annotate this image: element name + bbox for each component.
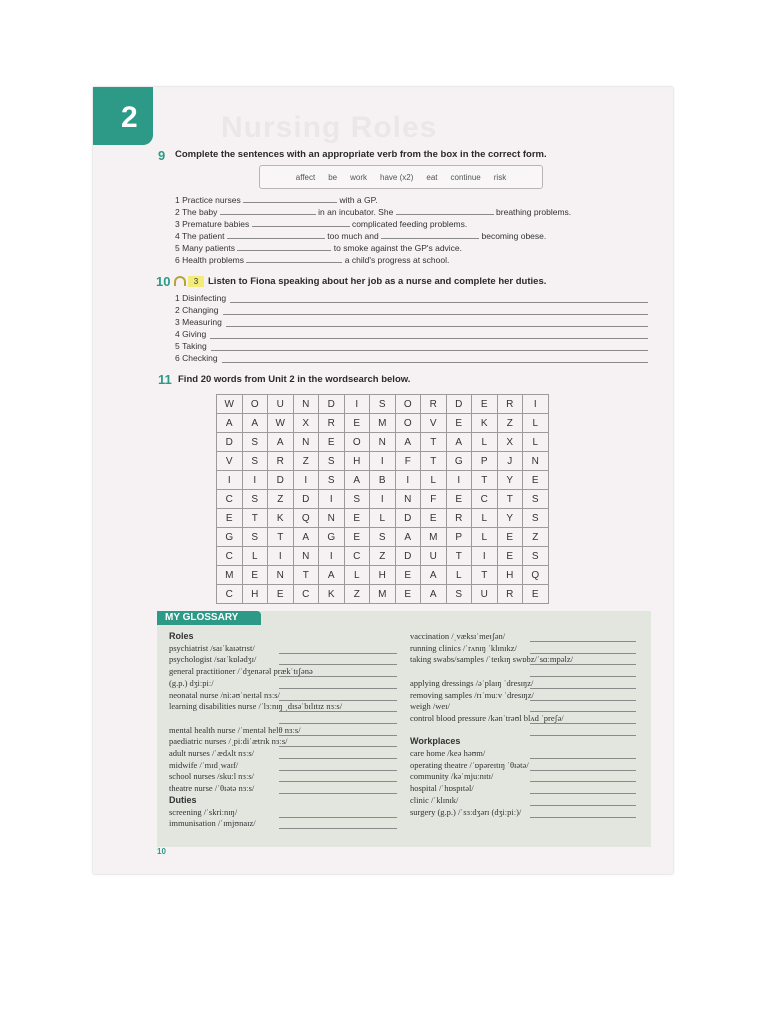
wordsearch-cell[interactable]: E	[268, 585, 294, 604]
wordsearch-cell[interactable]: R	[497, 395, 523, 414]
wordsearch-cell[interactable]: E	[217, 509, 243, 528]
wordsearch-cell[interactable]: T	[497, 490, 523, 509]
page-number: 10	[157, 847, 166, 856]
wordsearch-cell[interactable]: E	[344, 528, 370, 547]
wordsearch-cell[interactable]: S	[523, 490, 549, 509]
answer-blank[interactable]	[210, 330, 648, 339]
glossary-write-line[interactable]	[530, 688, 636, 689]
answer-blank[interactable]	[227, 231, 325, 239]
sentence-row: 6 Health problems a child's progress at school.	[175, 255, 450, 265]
glossary-entry: care home /keə həʊm/	[410, 748, 486, 758]
wordsearch-row	[217, 490, 549, 509]
wordsearch-cell[interactable]: I	[446, 471, 472, 490]
wordsearch-cell[interactable]: N	[268, 566, 294, 585]
wordsearch-row	[217, 452, 549, 471]
wordsearch-cell[interactable]: A	[217, 414, 243, 433]
wordsearch-cell[interactable]: L	[421, 471, 447, 490]
glossary-entry: theatre nurse /ˈθɪətə nɜːs/	[169, 783, 255, 794]
wordsearch-cell[interactable]: I	[268, 547, 294, 566]
exercise-9-number: 9	[158, 148, 166, 163]
word-box-item: be	[328, 172, 338, 182]
wordsearch-cell[interactable]: E	[344, 414, 370, 433]
exercise-9-instruction: Complete the sentences with an appropriate verb from the box in the correct form.	[175, 149, 547, 160]
wordsearch-row	[217, 471, 549, 490]
wordsearch-cell[interactable]: T	[268, 528, 294, 547]
wordsearch-cell[interactable]: S	[370, 395, 396, 414]
duty-row: 1 Disinfecting	[175, 293, 648, 303]
wordsearch-cell[interactable]: Z	[268, 490, 294, 509]
duty-row: 4 Giving	[175, 329, 648, 339]
sentence-row: 5 Many patients to smoke against the GP's advice.	[175, 243, 463, 253]
sentence-row: 4 The patient too much and becoming obese.	[175, 231, 547, 241]
wordsearch-cell[interactable]: R	[446, 509, 472, 528]
wordsearch-cell[interactable]: V	[421, 414, 447, 433]
wordsearch-cell[interactable]: E	[344, 509, 370, 528]
audio-track-number: 3	[188, 276, 204, 287]
wordsearch-cell[interactable]: O	[344, 433, 370, 452]
wordsearch-cell[interactable]: V	[217, 452, 243, 471]
wordsearch-cell[interactable]: K	[268, 509, 294, 528]
glossary-write-line[interactable]	[279, 817, 397, 818]
duty-row: 2 Changing	[175, 305, 648, 315]
answer-blank[interactable]	[237, 243, 331, 251]
wordsearch-row	[217, 566, 549, 585]
wordsearch-cell[interactable]: E	[446, 490, 472, 509]
wordsearch-cell[interactable]: K	[472, 414, 498, 433]
word-box-item: risk	[493, 172, 507, 182]
glossary-entry: psychologist /saɪˈkɒlədʒɪ/	[169, 654, 257, 665]
wordsearch-cell[interactable]: C	[344, 547, 370, 566]
glossary-entry: operating theatre /ˈɒpəreɪtɪŋ ˈθɪətə/	[410, 759, 529, 770]
wordsearch-cell[interactable]: N	[319, 509, 345, 528]
wordsearch-cell[interactable]: N	[293, 433, 319, 452]
wordsearch-grid[interactable]	[216, 394, 549, 604]
wordsearch-cell[interactable]: H	[370, 566, 396, 585]
wordsearch-cell[interactable]: Z	[523, 528, 549, 547]
wordsearch-row	[217, 547, 549, 566]
wordsearch-cell[interactable]: D	[319, 395, 345, 414]
wordsearch-cell[interactable]: Z	[370, 547, 396, 566]
glossary-write-line[interactable]	[279, 746, 397, 747]
glossary-write-line[interactable]	[530, 793, 636, 794]
glossary-entry: vaccination /ˌvæksɪˈmeɪʃən/	[410, 631, 506, 641]
glossary-entry: adult nurses /ˈædʌlt nɜːs/	[169, 748, 255, 758]
wordsearch-cell[interactable]: C	[293, 585, 319, 604]
wordsearch-cell[interactable]: I	[472, 547, 498, 566]
wordsearch-cell[interactable]: A	[395, 433, 421, 452]
wordsearch-cell[interactable]: S	[319, 471, 345, 490]
glossary-panel	[157, 611, 651, 847]
glossary-entry: screening /ˈskriːnɪŋ/	[169, 806, 238, 817]
glossary-write-line[interactable]	[279, 828, 397, 829]
glossary-section-heading: Duties	[169, 794, 197, 805]
workbook-page	[93, 87, 673, 874]
wordsearch-cell[interactable]: S	[319, 452, 345, 471]
answer-blank[interactable]	[381, 231, 479, 239]
glossary-write-line[interactable]	[279, 676, 397, 677]
wordsearch-cell[interactable]: S	[242, 528, 268, 547]
glossary-entry: taking swabs/samples /ˈteɪkɪŋ swɒbz/ˈsɑːmpəlz/	[410, 654, 573, 665]
wordsearch-cell[interactable]: R	[421, 395, 447, 414]
word-box-item: continue	[450, 172, 481, 182]
sentence-row: 2 The baby in an incubator. She breathing problems.	[175, 207, 572, 217]
wordsearch-cell[interactable]: W	[268, 414, 294, 433]
wordsearch-cell[interactable]: Q	[523, 566, 549, 585]
wordsearch-cell[interactable]: A	[344, 471, 370, 490]
wordsearch-cell[interactable]: X	[497, 433, 523, 452]
wordsearch-cell[interactable]: M	[370, 414, 396, 433]
wordsearch-cell[interactable]: P	[446, 528, 472, 547]
glossary-write-line[interactable]	[530, 664, 636, 665]
unit-title: Nursing Roles	[221, 111, 438, 144]
wordsearch-cell[interactable]: I	[319, 490, 345, 509]
glossary-write-line[interactable]	[279, 688, 397, 689]
answer-blank[interactable]	[252, 219, 350, 227]
duty-row: 5 Taking	[175, 341, 648, 351]
wordsearch-cell[interactable]: Z	[344, 585, 370, 604]
wordsearch-cell[interactable]: S	[242, 433, 268, 452]
wordsearch-cell[interactable]: D	[395, 509, 421, 528]
wordsearch-cell[interactable]: R	[497, 585, 523, 604]
answer-blank[interactable]	[243, 195, 337, 203]
glossary-write-line[interactable]	[530, 770, 636, 771]
glossary-write-line[interactable]	[530, 676, 636, 677]
wordsearch-cell[interactable]: L	[472, 433, 498, 452]
glossary-write-line[interactable]	[279, 758, 397, 759]
wordsearch-cell[interactable]: T	[421, 452, 447, 471]
duty-row: 3 Measuring	[175, 317, 648, 327]
wordsearch-cell[interactable]: Y	[497, 471, 523, 490]
answer-blank[interactable]	[211, 342, 648, 351]
answer-blank[interactable]	[220, 207, 316, 215]
wordsearch-cell[interactable]: E	[446, 414, 472, 433]
glossary-entry: mental health nurse /ˈmentəl helθ nɜːs/	[169, 724, 301, 735]
wordsearch-row	[217, 585, 549, 604]
wordsearch-cell[interactable]: G	[446, 452, 472, 471]
sentence-row: 3 Premature babies complicated feeding problems.	[175, 219, 468, 229]
wordsearch-cell[interactable]: R	[319, 414, 345, 433]
wordsearch-cell[interactable]: O	[395, 414, 421, 433]
wordsearch-cell[interactable]: I	[395, 471, 421, 490]
wordsearch-cell[interactable]: S	[523, 547, 549, 566]
wordsearch-cell[interactable]: A	[446, 433, 472, 452]
glossary-entry: community /kəˈmjuːnɪtɪ/	[410, 771, 494, 782]
wordsearch-cell[interactable]: A	[319, 566, 345, 585]
glossary-entry: paediatric nurses /ˌpiːdiˈætrɪk nɜːs/	[169, 736, 288, 747]
wordsearch-cell[interactable]: M	[421, 528, 447, 547]
wordsearch-cell[interactable]: D	[293, 490, 319, 509]
glossary-entry: applying dressings /əˈplaɪŋ ˈdresɪŋz/	[410, 677, 534, 688]
wordsearch-cell[interactable]: L	[344, 566, 370, 585]
wordsearch-cell[interactable]: B	[370, 471, 396, 490]
wordsearch-cell[interactable]: H	[497, 566, 523, 585]
wordsearch-cell[interactable]: E	[395, 566, 421, 585]
wordsearch-cell[interactable]: Y	[497, 509, 523, 528]
wordsearch-cell[interactable]: E	[242, 566, 268, 585]
wordsearch-cell[interactable]: Z	[497, 414, 523, 433]
unit-number: 2	[121, 101, 138, 134]
glossary-entry: general practitioner /ˈdʒenərəl prækˈtɪʃənə	[169, 666, 313, 677]
glossary-section-heading: Workplaces	[410, 736, 461, 747]
wordsearch-cell[interactable]: C	[217, 490, 243, 509]
wordsearch-cell[interactable]: W	[217, 395, 243, 414]
wordsearch-cell[interactable]: I	[242, 471, 268, 490]
glossary-write-line[interactable]	[279, 653, 397, 654]
wordsearch-row	[217, 433, 549, 452]
wordsearch-cell[interactable]: I	[523, 395, 549, 414]
wordsearch-cell[interactable]: X	[293, 414, 319, 433]
wordsearch-cell[interactable]: D	[217, 433, 243, 452]
wordsearch-cell[interactable]: N	[395, 490, 421, 509]
wordsearch-cell[interactable]: J	[497, 452, 523, 471]
wordsearch-cell[interactable]: C	[472, 490, 498, 509]
wordsearch-cell[interactable]: S	[446, 585, 472, 604]
wordsearch-cell[interactable]: A	[421, 585, 447, 604]
wordsearch-cell[interactable]: C	[217, 547, 243, 566]
wordsearch-row	[217, 528, 549, 547]
glossary-entry: surgery (g.p.) /ˈsɜːdʒərɪ (dʒiːpiː)/	[410, 806, 522, 817]
wordsearch-cell[interactable]: T	[446, 547, 472, 566]
glossary-write-line[interactable]	[530, 641, 636, 642]
wordsearch-cell[interactable]: A	[395, 528, 421, 547]
word-box	[259, 165, 543, 189]
wordsearch-cell[interactable]: S	[344, 490, 370, 509]
wordsearch-cell[interactable]: A	[242, 414, 268, 433]
glossary-write-line[interactable]	[279, 781, 397, 782]
wordsearch-cell[interactable]: U	[421, 547, 447, 566]
wordsearch-cell[interactable]: N	[370, 433, 396, 452]
word-box-item: eat	[426, 172, 438, 182]
wordsearch-cell[interactable]: E	[395, 585, 421, 604]
exercise-10-number: 10	[156, 274, 171, 289]
glossary-entry: learning disabilities nurse /ˈlɜːnɪŋ ˌdɪsəˈbɪlɪtɪz nɜːs/	[169, 701, 343, 712]
wordsearch-cell[interactable]: Q	[293, 509, 319, 528]
wordsearch-cell[interactable]: I	[370, 452, 396, 471]
wordsearch-cell[interactable]: U	[268, 395, 294, 414]
wordsearch-cell[interactable]: G	[217, 528, 243, 547]
wordsearch-cell[interactable]: S	[370, 528, 396, 547]
wordsearch-cell[interactable]: A	[421, 566, 447, 585]
wordsearch-cell[interactable]: I	[217, 471, 243, 490]
word-box-item: work	[350, 172, 368, 182]
wordsearch-cell[interactable]: N	[523, 452, 549, 471]
glossary-entry: midwife /ˈmɪdˌwaɪf/	[169, 759, 239, 770]
sentence-row: 1 Practice nurses with a GP.	[175, 195, 378, 205]
wordsearch-cell[interactable]: L	[523, 433, 549, 452]
glossary-entry: school nurses /skuːl nɜːs/	[169, 771, 255, 782]
wordsearch-row	[217, 509, 549, 528]
wordsearch-cell[interactable]: I	[293, 471, 319, 490]
wordsearch-cell[interactable]: S	[523, 509, 549, 528]
wordsearch-cell[interactable]: H	[344, 452, 370, 471]
glossary-entry: neonatal nurse /niːəʊˈneɪtəl nɜːs/	[169, 689, 280, 700]
wordsearch-cell[interactable]: N	[293, 547, 319, 566]
wordsearch-cell[interactable]: E	[523, 471, 549, 490]
glossary-entry: control blood pressure /kənˈtrəʊl blʌd ˈpreʃə/	[410, 712, 564, 723]
glossary-entry: immunisation /ˈɪmjʊnaɪz/	[169, 818, 256, 829]
wordsearch-cell[interactable]: E	[319, 433, 345, 452]
glossary-section-heading: Roles	[169, 631, 194, 641]
wordsearch-cell[interactable]: L	[446, 566, 472, 585]
glossary-entry: running clinics /ˈrʌnɪŋ ˈklɪnɪkz/	[410, 642, 517, 653]
answer-blank[interactable]	[223, 306, 649, 315]
glossary-write-line[interactable]	[530, 700, 636, 701]
exercise-10-instruction: Listen to Fiona speaking about her job as a nurse and complete her duties.	[208, 276, 547, 287]
answer-blank[interactable]	[396, 207, 494, 215]
exercise-11-instruction: Find 20 words from Unit 2 in the wordsearch below.	[178, 374, 411, 385]
wordsearch-cell[interactable]: T	[472, 566, 498, 585]
wordsearch-cell[interactable]: E	[472, 395, 498, 414]
glossary-write-line[interactable]	[530, 758, 636, 759]
answer-blank[interactable]	[222, 354, 648, 363]
exercise-11-number: 11	[158, 372, 172, 387]
glossary-entry: (g.p.) dʒiːpiː/	[169, 677, 214, 688]
unit-number-tab	[93, 87, 153, 145]
wordsearch-cell[interactable]: N	[293, 395, 319, 414]
wordsearch-cell[interactable]: I	[319, 547, 345, 566]
glossary-write-line[interactable]	[530, 723, 636, 724]
wordsearch-cell[interactable]: E	[523, 585, 549, 604]
wordsearch-cell[interactable]: E	[421, 509, 447, 528]
wordsearch-cell[interactable]: E	[497, 547, 523, 566]
wordsearch-cell[interactable]: T	[293, 566, 319, 585]
wordsearch-cell[interactable]: L	[523, 414, 549, 433]
wordsearch-cell[interactable]: M	[217, 566, 243, 585]
glossary-entry: removing samples /rɪˈmuːv ˈdresɪŋz/	[410, 689, 534, 700]
wordsearch-cell[interactable]: F	[421, 490, 447, 509]
wordsearch-cell[interactable]: T	[242, 509, 268, 528]
wordsearch-cell[interactable]: D	[446, 395, 472, 414]
glossary-entry: clinic /ˈklɪnɪk/	[410, 794, 459, 805]
wordsearch-cell[interactable]: A	[268, 433, 294, 452]
glossary-write-line[interactable]	[279, 711, 397, 712]
wordsearch-cell[interactable]: L	[472, 509, 498, 528]
wordsearch-cell[interactable]: S	[242, 452, 268, 471]
wordsearch-cell[interactable]: C	[217, 585, 243, 604]
glossary-write-line[interactable]	[530, 805, 636, 806]
wordsearch-cell[interactable]: D	[268, 471, 294, 490]
wordsearch-cell[interactable]: R	[268, 452, 294, 471]
wordsearch-cell[interactable]: E	[497, 528, 523, 547]
wordsearch-cell[interactable]: L	[472, 528, 498, 547]
answer-blank[interactable]	[230, 294, 648, 303]
wordsearch-cell[interactable]: M	[370, 585, 396, 604]
word-box-item: have (x2)	[380, 172, 414, 182]
glossary-title: MY GLOSSARY	[157, 611, 261, 625]
wordsearch-cell[interactable]: K	[319, 585, 345, 604]
wordsearch-cell[interactable]: I	[344, 395, 370, 414]
wordsearch-row	[217, 395, 549, 414]
wordsearch-cell[interactable]: T	[472, 471, 498, 490]
glossary-write-line[interactable]	[530, 781, 636, 782]
wordsearch-cell[interactable]: I	[370, 490, 396, 509]
glossary-write-line[interactable]	[530, 735, 636, 736]
wordsearch-cell[interactable]: S	[242, 490, 268, 509]
headphones-icon	[174, 276, 186, 286]
wordsearch-cell[interactable]: G	[319, 528, 345, 547]
glossary-entry: psychiatrist /saɪˈkaɪətrɪst/	[169, 642, 255, 653]
glossary-write-line[interactable]	[279, 770, 397, 771]
wordsearch-cell[interactable]: O	[395, 395, 421, 414]
wordsearch-cell[interactable]: A	[293, 528, 319, 547]
glossary-write-line[interactable]	[530, 817, 636, 818]
wordsearch-cell[interactable]: H	[242, 585, 268, 604]
wordsearch-cell[interactable]: D	[395, 547, 421, 566]
glossary-write-line[interactable]	[279, 735, 397, 736]
wordsearch-cell[interactable]: Z	[293, 452, 319, 471]
wordsearch-cell[interactable]: O	[242, 395, 268, 414]
wordsearch-row	[217, 414, 549, 433]
wordsearch-cell[interactable]: P	[472, 452, 498, 471]
answer-blank[interactable]	[226, 318, 648, 327]
wordsearch-cell[interactable]: U	[472, 585, 498, 604]
wordsearch-cell[interactable]: T	[421, 433, 447, 452]
duty-row: 6 Checking	[175, 353, 648, 363]
wordsearch-cell[interactable]: L	[370, 509, 396, 528]
wordsearch-cell[interactable]: F	[395, 452, 421, 471]
glossary-entry: weigh /weɪ/	[410, 701, 450, 712]
wordsearch-cell[interactable]: L	[242, 547, 268, 566]
word-box-item: affect	[295, 172, 316, 182]
glossary-entry: hospital /ˈhɒspɪtəl/	[410, 783, 474, 794]
answer-blank[interactable]	[246, 255, 342, 263]
glossary-write-line[interactable]	[279, 793, 397, 794]
